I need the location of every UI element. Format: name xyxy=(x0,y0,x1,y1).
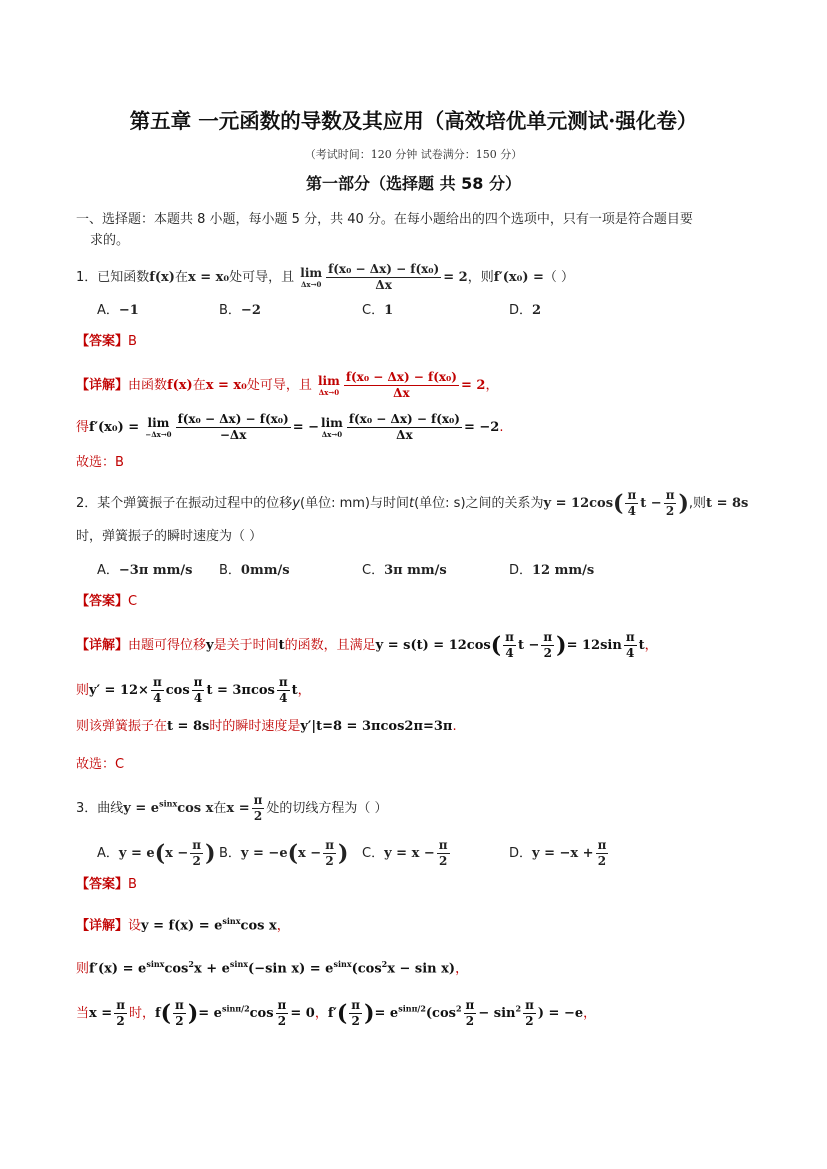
q1-option-c: C．1 xyxy=(362,303,394,318)
section-instructions-cont: 求的。 xyxy=(90,233,130,248)
q2-option-d: D．12 mm/s xyxy=(509,563,595,578)
q1-answer: 【答案】B xyxy=(76,334,137,349)
question-2-cont: 时，弹簧振子的瞬时速度为（ ） xyxy=(76,529,263,544)
q2-option-a: A．−3π mm/s xyxy=(97,563,193,578)
q3-option-a: A．y = e(x − $\frac{\pi}{2}$ ) xyxy=(97,838,216,868)
q3-detail-line3: 当x = $\frac{\pi}{2}$ 时，f( $\frac{\pi}{2}$ )= $e^{sin\pi/2}\cos$ $\frac{\pi}{2}$ = 0，f′( $\frac{\pi}{2}$ )= $e^{sin\pi/2}(\cos^2$ $\frac{\pi}{2}$ − $\sin^2$ $\frac{\pi}{2}$ ) = −e， xyxy=(76,998,597,1028)
q1-option-d: D．2 xyxy=(509,303,542,318)
q3-option-c: C．y = x − $\frac{\pi}{2}$ xyxy=(362,838,448,868)
q2-option-b: B．0mm/s xyxy=(219,563,290,578)
page-title: 第五章 一元函数的导数及其应用（高效培优单元测试·强化卷） xyxy=(129,109,698,133)
q3-answer: 【答案】B xyxy=(76,877,137,892)
exam-info: （考试时间：120 分钟 试卷满分：150 分） xyxy=(304,148,523,161)
q2-detail-line2: 则y′ = 12× $\frac{\pi}{4}$ cos $\frac{\pi}{4}$ t = 3πcos $\frac{\pi}{4}$ t， xyxy=(76,675,311,705)
q2-option-c: C．3π mm/s xyxy=(362,563,447,578)
q2-choice: 故选：C xyxy=(76,757,125,772)
question-number: 1． xyxy=(76,270,98,285)
q1-detail-line1: 【详解】由函数f(x)在x = x₀处可导，且 lim Δx→0 $\frac{\text{f(x₀ − Δx) − f(x₀)}}{\Delta x}$ = 2， xyxy=(76,370,499,400)
q2-detail-line3: 则该弹簧振子在t = 8s时的瞬时速度是y′|t=8 = 3πcos2π=3π. xyxy=(76,719,457,734)
question-3: 3．曲线$y = e^{sinx}\cos$ x在x = $\frac{\pi}{2}$ 处的切线方程为（ ） xyxy=(76,793,388,823)
q1-choice: 故选：B xyxy=(76,455,124,470)
question-2: 2．某个弹簧振子在振动过程中的位移y(单位: mm)与时间t(单位: s)之间的关系为y = 12cos( $\frac{\pi}{4}$ t − $\frac{\pi}{2}$ ),则t = 8s xyxy=(76,488,749,518)
q2-answer: 【答案】C xyxy=(76,594,138,609)
q3-detail-line1: 【详解】设$y = f(x) = e^{sinx}\cos$ x， xyxy=(76,916,290,934)
fraction: $\frac{\text{f(x₀ − Δx) − f(x₀)}}{\Delta x}$ xyxy=(328,262,440,292)
q3-option-b: B．y = −e(x − $\frac{\pi}{2}$ ) xyxy=(219,838,349,868)
section-instructions: 一、选择题：本题共 8 小题，每小题 5 分，共 40 分。在每小题给出的四个选项中，只有一项是符合题目要 xyxy=(76,212,693,227)
question-1: 1．已知函数f(x)在x = x₀处可导，且 lim Δx→0 $\frac{\text{f(x₀ − Δx) − f(x₀)}}{\Delta x}$ = 2，则f′(x₀) =（ ） xyxy=(76,262,575,292)
part-heading: 第一部分（选择题 共 58 分） xyxy=(306,174,521,193)
q1-option-b: B．−2 xyxy=(219,303,261,318)
q1-detail-line2: 得f′(x₀) = lim −Δx→0 $\frac{\text{f(x₀ − Δx) − f(x₀)}}{-\Delta x}$ = − lim Δx→0 $\frac{\text{f(x₀ − Δx) − f(x₀)}}{\Delta x}$ = −2. xyxy=(76,412,504,442)
q1-option-a: A．−1 xyxy=(97,303,139,318)
limit: lim Δx→0 xyxy=(300,265,323,289)
q3-option-d: D．y = −x + $\frac{\pi}{2}$ xyxy=(509,838,607,868)
q2-detail-line1: 【详解】由题可得位移y是关于时间t的函数，且满足y = s(t) = 12cos( $\frac{\pi}{4}$ t − $\frac{\pi}{2}$ )= 12sin $\frac{\pi}{4}$ t， xyxy=(76,630,658,660)
q3-detail-line2: 则$f'(x) = e^{sinx}\cos^2x + e^{sinx}(-\sin$ $x) = e^{sinx}(\cos^2x - \sin x)$， xyxy=(76,959,469,977)
